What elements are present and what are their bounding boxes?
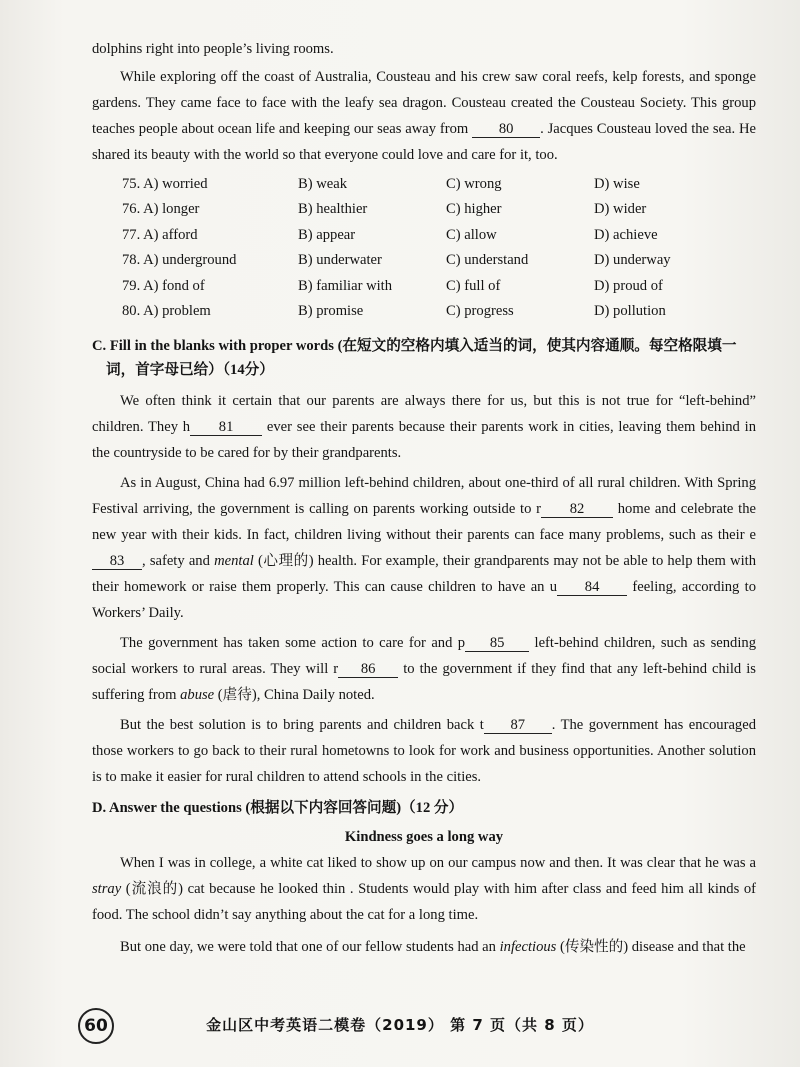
- section-d-heading: [92, 796, 756, 820]
- paragraph-text: But one day, we were told that one of our fellow students had an: [120, 939, 500, 956]
- section-c-heading-line2: 词，首字母已给）（14分）: [106, 362, 274, 379]
- option-78-b[interactable]: B) underwater: [298, 252, 382, 269]
- story-title: Kindness goes a long way: [344, 829, 504, 846]
- option-79-d[interactable]: D) proud of: [594, 277, 663, 294]
- italic-word: abuse: [180, 687, 215, 704]
- option-76-c[interactable]: C) higher: [446, 201, 502, 218]
- option-80-b[interactable]: B) promise: [298, 302, 364, 319]
- paragraph-text: While exploring off the coast of Australia, Cousteau and his crew saw coral reefs, kelp forests, and sponge gardens. They came face to face with the leafy sea dragon. Cousteau created the Cousteau Society. This group teaches people about ocean life and keeping our seas away from: [92, 69, 756, 137]
- paragraph-text: to the government if they find that any left-behind child is suffering from: [92, 661, 756, 704]
- paragraph-text: (流浪的) cat because he looked thin . Students would play with him after class and feed him all kinds of food. The school didn’t say anything about the cat for a long time.: [92, 881, 756, 924]
- d-paragraph-1: [92, 850, 756, 928]
- italic-word: infectious: [499, 939, 557, 956]
- option-row-78: [122, 248, 756, 273]
- italic-word: mental: [214, 553, 254, 570]
- option-79-c[interactable]: C) full of: [446, 277, 501, 294]
- option-80-a[interactable]: 80. A) problem: [122, 302, 211, 319]
- option-80-d[interactable]: D) pollution: [594, 302, 666, 319]
- paragraph-text: . The government has encouraged those workers to go back to their rural hometowns to look for work and business opportunities. Another solution is to make it easier for rural children to attend schools in the cities.: [92, 717, 756, 786]
- blank-82[interactable]: 82: [541, 501, 613, 518]
- option-76-b[interactable]: B) healthier: [298, 201, 368, 218]
- option-75-a[interactable]: 75. A) worried: [122, 176, 208, 192]
- option-79-a[interactable]: 79. A) fond of: [122, 277, 205, 294]
- c-paragraph-1: [92, 388, 756, 466]
- paragraph-text: (心理的) health. For example, their grandparents may not be able to help them with their homework or raise them properly. This can cause children to have an u: [92, 553, 756, 596]
- option-76-a[interactable]: 76. A) longer: [122, 201, 200, 218]
- section-c-heading: [92, 334, 756, 382]
- blank-83[interactable]: 83: [92, 553, 142, 570]
- paragraph-text: When I was in college, a white cat liked to show up on our campus now and then. It was clear that he was a: [120, 855, 756, 872]
- blank-80[interactable]: 80: [472, 121, 540, 138]
- paragraph-text: The government has taken some action to care for and p: [120, 635, 466, 652]
- c-paragraph-4: [92, 712, 756, 790]
- paragraph-text: (传染性的) disease and that the: [556, 939, 746, 956]
- option-row-77: [122, 223, 756, 248]
- page-number-badge: 60: [78, 1008, 114, 1044]
- paragraph-text: left-behind children, such as sending social workers to rural areas. They will r: [92, 635, 756, 678]
- page-content: [92, 36, 756, 960]
- option-78-d[interactable]: D) underway: [594, 252, 671, 269]
- options-list: [122, 172, 756, 324]
- option-75-b[interactable]: B) weak: [298, 176, 348, 192]
- paragraph-text: But the best solution is to bring parents and children back t: [120, 717, 484, 734]
- blank-87[interactable]: 87: [484, 717, 552, 734]
- paragraph-text: ever see their parents because their parents work in cities, leaving them behind in the countryside to be cared for by their grandparents.: [92, 419, 757, 462]
- option-row-75: [122, 172, 756, 197]
- page-footer: [0, 1008, 800, 1048]
- paragraph-text: feeling, according to Workers’ Daily.: [92, 579, 756, 622]
- paragraph-text: (虐待), China Daily noted.: [214, 687, 375, 704]
- option-row-79: [122, 274, 756, 299]
- option-80-c[interactable]: C) progress: [446, 302, 514, 319]
- option-75-d[interactable]: D) wise: [594, 176, 640, 192]
- blank-84[interactable]: 84: [557, 579, 627, 596]
- option-77-b[interactable]: B) appear: [298, 226, 356, 243]
- paragraph-text: We often think it certain that our parents are always there for us, but this is not true for “left-behind” children. They h: [92, 393, 756, 436]
- option-79-b[interactable]: B) familiar with: [298, 277, 393, 294]
- blank-85[interactable]: 85: [465, 635, 529, 652]
- paragraph-text: , safety and: [142, 553, 215, 570]
- footer-text: 金山区中考英语二模卷（2019） 第 7 页（共 8 页）: [206, 1016, 594, 1034]
- blank-81[interactable]: 81: [190, 419, 262, 436]
- section-d-heading-text: D. Answer the questions (根据以下内容回答问题)（12 分）: [92, 800, 464, 817]
- italic-word: stray: [92, 881, 122, 898]
- paragraph-text: dolphins right into people’s living rooms.: [92, 41, 334, 57]
- option-77-c[interactable]: C) allow: [446, 226, 497, 243]
- option-row-76: [122, 197, 756, 222]
- paragraph-text: . Jacques Cousteau loved the sea. He shared its beauty with the world so that everyone could love and care for it, too.: [92, 121, 757, 163]
- paragraph-text: home and celebrate the new year with their kids. In fact, children living without their parents can face many problems, such as their e: [92, 501, 756, 544]
- paragraph-top: [92, 36, 756, 62]
- paragraph-text: As in August, China had 6.97 million left-behind children, about one-third of all rural children. With Spring Festival arriving, the government is calling on parents working outside to r: [92, 475, 756, 518]
- d-paragraph-2: [92, 934, 756, 960]
- section-c-heading-line1: C. Fill in the blanks with proper words (在短文的空格内填入适当的词，使其内容通顺。每空格限填一: [92, 338, 737, 355]
- option-77-d[interactable]: D) achieve: [594, 226, 658, 243]
- c-paragraph-2: [92, 470, 756, 626]
- c-paragraph-3: [92, 630, 756, 708]
- option-75-c[interactable]: C) wrong: [446, 176, 502, 192]
- blank-86[interactable]: 86: [338, 661, 398, 678]
- option-78-a[interactable]: 78. A) underground: [122, 252, 237, 269]
- option-76-d[interactable]: D) wider: [594, 201, 647, 218]
- option-77-a[interactable]: 77. A) afford: [122, 226, 198, 243]
- option-78-c[interactable]: C) understand: [446, 252, 529, 269]
- paragraph-coral: [92, 64, 756, 168]
- option-row-80: [122, 299, 756, 324]
